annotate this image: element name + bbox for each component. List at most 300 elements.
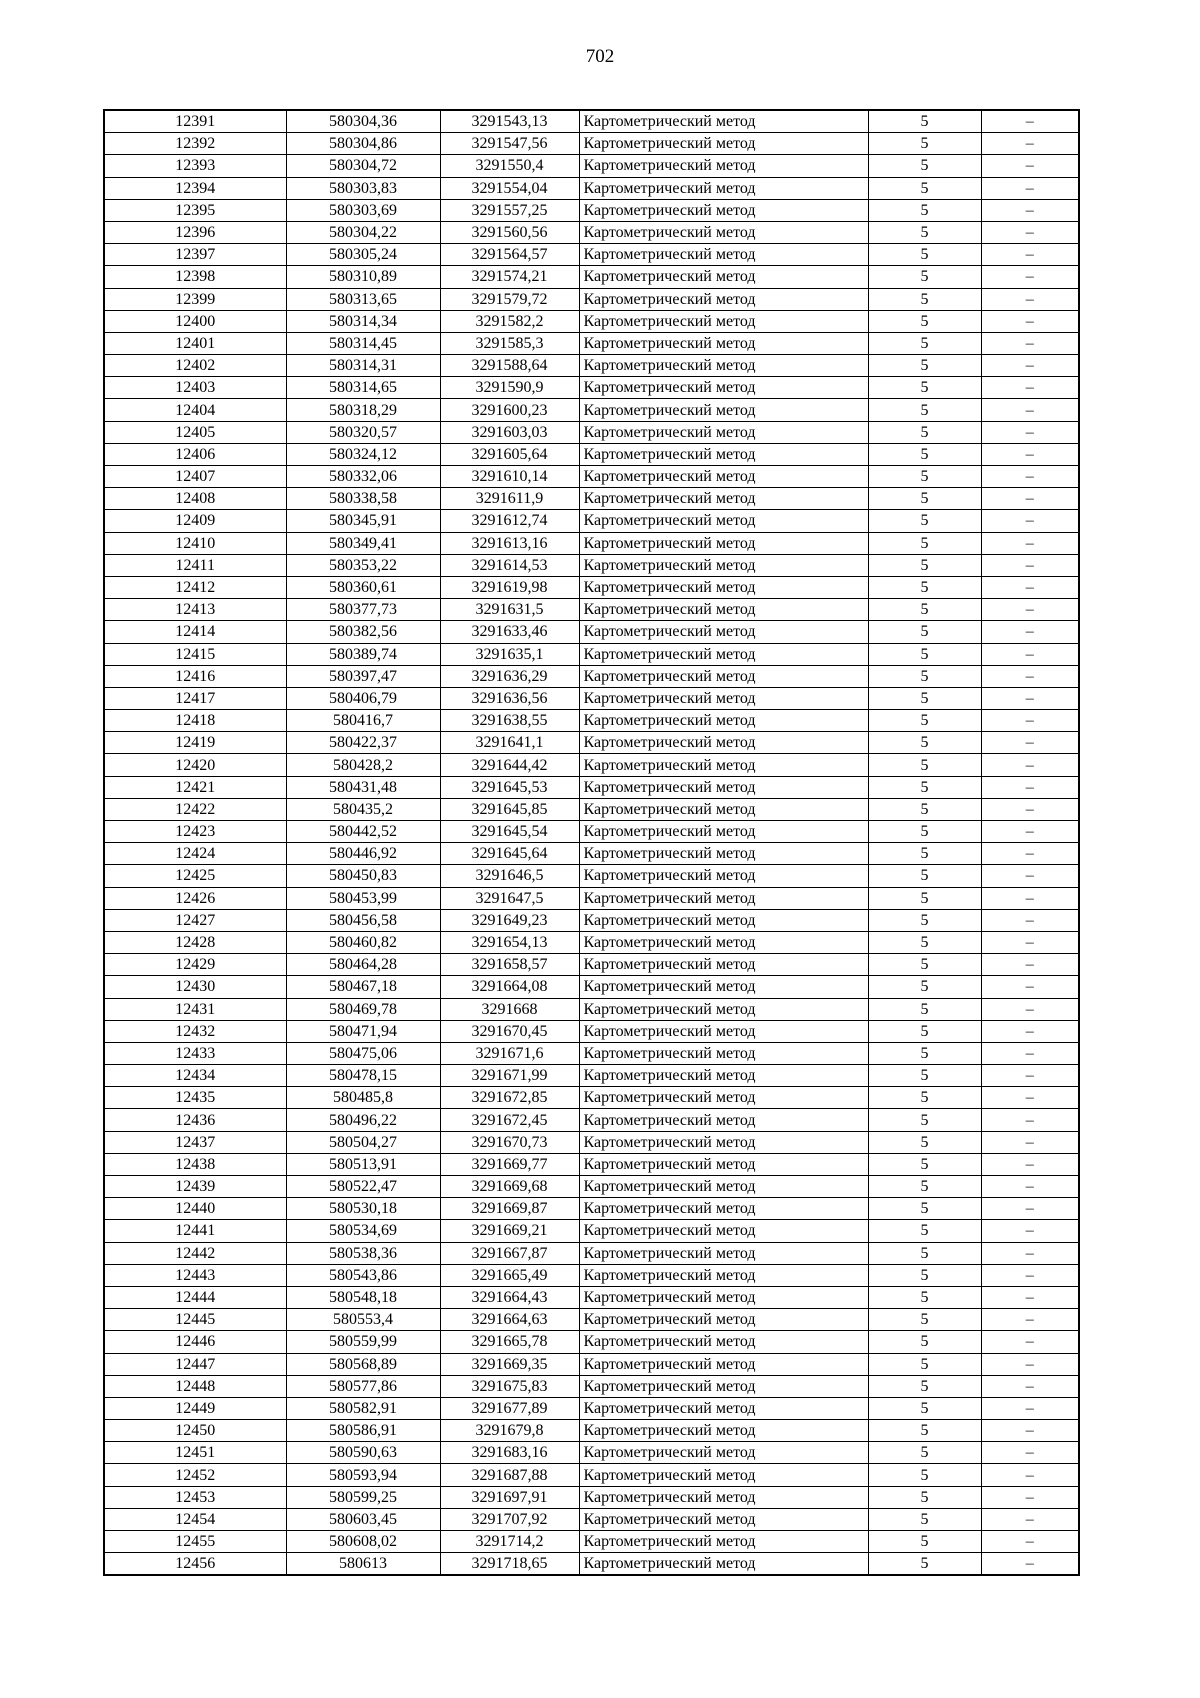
note-cell: – bbox=[981, 1153, 1079, 1175]
table-row bbox=[104, 1242, 1079, 1264]
y-coordinate-cell: 3291665,78 bbox=[440, 1331, 579, 1353]
method-cell: Картометрический метод bbox=[579, 931, 868, 953]
method-cell: Картометрический метод bbox=[579, 754, 868, 776]
method-cell: Картометрический метод bbox=[579, 421, 868, 443]
accuracy-cell: 5 bbox=[868, 1176, 981, 1198]
method-cell: Картометрический метод bbox=[579, 554, 868, 576]
y-coordinate-cell: 3291631,5 bbox=[440, 599, 579, 621]
accuracy-cell: 5 bbox=[868, 1397, 981, 1419]
table-row bbox=[104, 1531, 1079, 1553]
x-coordinate-cell: 580304,36 bbox=[286, 110, 440, 133]
method-cell: Картометрический метод bbox=[579, 1264, 868, 1286]
method-cell: Картометрический метод bbox=[579, 643, 868, 665]
note-cell: – bbox=[981, 1020, 1079, 1042]
note-cell: – bbox=[981, 554, 1079, 576]
note-cell: – bbox=[981, 1309, 1079, 1331]
point-number-cell: 12397 bbox=[104, 244, 286, 266]
y-coordinate-cell: 3291670,73 bbox=[440, 1131, 579, 1153]
x-coordinate-cell: 580553,4 bbox=[286, 1309, 440, 1331]
point-number-cell: 12406 bbox=[104, 443, 286, 465]
table-row bbox=[104, 1420, 1079, 1442]
y-coordinate-cell: 3291644,42 bbox=[440, 754, 579, 776]
point-number-cell: 12405 bbox=[104, 421, 286, 443]
note-cell: – bbox=[981, 798, 1079, 820]
y-coordinate-cell: 3291718,65 bbox=[440, 1553, 579, 1576]
accuracy-cell: 5 bbox=[868, 466, 981, 488]
note-cell: – bbox=[981, 643, 1079, 665]
accuracy-cell: 5 bbox=[868, 199, 981, 221]
table-row bbox=[104, 1153, 1079, 1175]
y-coordinate-cell: 3291664,63 bbox=[440, 1309, 579, 1331]
table-row bbox=[104, 954, 1079, 976]
accuracy-cell: 5 bbox=[868, 954, 981, 976]
table-row bbox=[104, 466, 1079, 488]
y-coordinate-cell: 3291675,83 bbox=[440, 1375, 579, 1397]
x-coordinate-cell: 580456,58 bbox=[286, 909, 440, 931]
table-row bbox=[104, 1286, 1079, 1308]
point-number-cell: 12433 bbox=[104, 1042, 286, 1064]
table-row bbox=[104, 443, 1079, 465]
accuracy-cell: 5 bbox=[868, 1309, 981, 1331]
table-row bbox=[104, 244, 1079, 266]
note-cell: – bbox=[981, 177, 1079, 199]
method-cell: Картометрический метод bbox=[579, 532, 868, 554]
table-row bbox=[104, 976, 1079, 998]
y-coordinate-cell: 3291636,56 bbox=[440, 687, 579, 709]
x-coordinate-cell: 580349,41 bbox=[286, 532, 440, 554]
note-cell: – bbox=[981, 976, 1079, 998]
table-row bbox=[104, 665, 1079, 687]
point-number-cell: 12418 bbox=[104, 710, 286, 732]
accuracy-cell: 5 bbox=[868, 1331, 981, 1353]
y-coordinate-cell: 3291669,77 bbox=[440, 1153, 579, 1175]
accuracy-cell: 5 bbox=[868, 1375, 981, 1397]
x-coordinate-cell: 580305,24 bbox=[286, 244, 440, 266]
table-row bbox=[104, 1331, 1079, 1353]
accuracy-cell: 5 bbox=[868, 1131, 981, 1153]
method-cell: Картометрический метод bbox=[579, 665, 868, 687]
y-coordinate-cell: 3291667,87 bbox=[440, 1242, 579, 1264]
y-coordinate-cell: 3291612,74 bbox=[440, 510, 579, 532]
table-row bbox=[104, 1464, 1079, 1486]
table-row bbox=[104, 1375, 1079, 1397]
table-row bbox=[104, 1042, 1079, 1064]
method-cell: Картометрический метод bbox=[579, 843, 868, 865]
x-coordinate-cell: 580406,79 bbox=[286, 687, 440, 709]
y-coordinate-cell: 3291611,9 bbox=[440, 488, 579, 510]
accuracy-cell: 5 bbox=[868, 355, 981, 377]
method-cell: Картометрический метод bbox=[579, 1442, 868, 1464]
y-coordinate-cell: 3291579,72 bbox=[440, 288, 579, 310]
x-coordinate-cell: 580304,72 bbox=[286, 155, 440, 177]
method-cell: Картометрический метод bbox=[579, 576, 868, 598]
note-cell: – bbox=[981, 532, 1079, 554]
point-number-cell: 12416 bbox=[104, 665, 286, 687]
point-number-cell: 12420 bbox=[104, 754, 286, 776]
accuracy-cell: 5 bbox=[868, 554, 981, 576]
x-coordinate-cell: 580389,74 bbox=[286, 643, 440, 665]
table-row bbox=[104, 1353, 1079, 1375]
method-cell: Картометрический метод bbox=[579, 909, 868, 931]
table-row bbox=[104, 1309, 1079, 1331]
y-coordinate-cell: 3291683,16 bbox=[440, 1442, 579, 1464]
x-coordinate-cell: 580332,06 bbox=[286, 466, 440, 488]
method-cell: Картометрический метод bbox=[579, 1176, 868, 1198]
accuracy-cell: 5 bbox=[868, 1264, 981, 1286]
point-number-cell: 12454 bbox=[104, 1508, 286, 1530]
x-coordinate-cell: 580313,65 bbox=[286, 288, 440, 310]
table-row bbox=[104, 221, 1079, 243]
table-row bbox=[104, 266, 1079, 288]
y-coordinate-cell: 3291590,9 bbox=[440, 377, 579, 399]
note-cell: – bbox=[981, 133, 1079, 155]
x-coordinate-cell: 580582,91 bbox=[286, 1397, 440, 1419]
note-cell: – bbox=[981, 931, 1079, 953]
note-cell: – bbox=[981, 776, 1079, 798]
accuracy-cell: 5 bbox=[868, 1198, 981, 1220]
x-coordinate-cell: 580416,7 bbox=[286, 710, 440, 732]
accuracy-cell: 5 bbox=[868, 599, 981, 621]
point-number-cell: 12395 bbox=[104, 199, 286, 221]
x-coordinate-cell: 580360,61 bbox=[286, 576, 440, 598]
note-cell: – bbox=[981, 1242, 1079, 1264]
method-cell: Картометрический метод bbox=[579, 687, 868, 709]
x-coordinate-cell: 580460,82 bbox=[286, 931, 440, 953]
table-row bbox=[104, 110, 1079, 133]
point-number-cell: 12441 bbox=[104, 1220, 286, 1242]
y-coordinate-cell: 3291670,45 bbox=[440, 1020, 579, 1042]
y-coordinate-cell: 3291668 bbox=[440, 998, 579, 1020]
accuracy-cell: 5 bbox=[868, 887, 981, 909]
method-cell: Картометрический метод bbox=[579, 155, 868, 177]
x-coordinate-cell: 580475,06 bbox=[286, 1042, 440, 1064]
method-cell: Картометрический метод bbox=[579, 621, 868, 643]
y-coordinate-cell: 3291641,1 bbox=[440, 732, 579, 754]
note-cell: – bbox=[981, 1131, 1079, 1153]
note-cell: – bbox=[981, 843, 1079, 865]
method-cell: Картометрический метод bbox=[579, 865, 868, 887]
method-cell: Картометрический метод bbox=[579, 443, 868, 465]
table-row bbox=[104, 687, 1079, 709]
accuracy-cell: 5 bbox=[868, 865, 981, 887]
x-coordinate-cell: 580504,27 bbox=[286, 1131, 440, 1153]
point-number-cell: 12450 bbox=[104, 1420, 286, 1442]
note-cell: – bbox=[981, 599, 1079, 621]
method-cell: Картометрический метод bbox=[579, 1198, 868, 1220]
y-coordinate-cell: 3291574,21 bbox=[440, 266, 579, 288]
method-cell: Картометрический метод bbox=[579, 1220, 868, 1242]
table-row bbox=[104, 798, 1079, 820]
point-number-cell: 12399 bbox=[104, 288, 286, 310]
method-cell: Картометрический метод bbox=[579, 599, 868, 621]
point-number-cell: 12453 bbox=[104, 1486, 286, 1508]
note-cell: – bbox=[981, 1442, 1079, 1464]
method-cell: Картометрический метод bbox=[579, 466, 868, 488]
note-cell: – bbox=[981, 1220, 1079, 1242]
y-coordinate-cell: 3291649,23 bbox=[440, 909, 579, 931]
accuracy-cell: 5 bbox=[868, 643, 981, 665]
table-row bbox=[104, 1397, 1079, 1419]
table-row bbox=[104, 754, 1079, 776]
y-coordinate-cell: 3291672,85 bbox=[440, 1087, 579, 1109]
y-coordinate-cell: 3291687,88 bbox=[440, 1464, 579, 1486]
x-coordinate-cell: 580303,83 bbox=[286, 177, 440, 199]
y-coordinate-cell: 3291714,2 bbox=[440, 1531, 579, 1553]
point-number-cell: 12392 bbox=[104, 133, 286, 155]
method-cell: Картометрический метод bbox=[579, 1309, 868, 1331]
accuracy-cell: 5 bbox=[868, 443, 981, 465]
point-number-cell: 12428 bbox=[104, 931, 286, 953]
method-cell: Картометрический метод bbox=[579, 954, 868, 976]
note-cell: – bbox=[981, 377, 1079, 399]
accuracy-cell: 5 bbox=[868, 1109, 981, 1131]
point-number-cell: 12429 bbox=[104, 954, 286, 976]
point-number-cell: 12447 bbox=[104, 1353, 286, 1375]
method-cell: Картометрический метод bbox=[579, 1553, 868, 1576]
x-coordinate-cell: 580522,47 bbox=[286, 1176, 440, 1198]
method-cell: Картометрический метод bbox=[579, 1242, 868, 1264]
table-row bbox=[104, 377, 1079, 399]
y-coordinate-cell: 3291614,53 bbox=[440, 554, 579, 576]
note-cell: – bbox=[981, 155, 1079, 177]
x-coordinate-cell: 580577,86 bbox=[286, 1375, 440, 1397]
accuracy-cell: 5 bbox=[868, 1553, 981, 1576]
accuracy-cell: 5 bbox=[868, 377, 981, 399]
method-cell: Картометрический метод bbox=[579, 266, 868, 288]
note-cell: – bbox=[981, 310, 1079, 332]
table-row bbox=[104, 1065, 1079, 1087]
note-cell: – bbox=[981, 865, 1079, 887]
accuracy-cell: 5 bbox=[868, 221, 981, 243]
table-row bbox=[104, 1087, 1079, 1109]
table-row bbox=[104, 554, 1079, 576]
note-cell: – bbox=[981, 421, 1079, 443]
method-cell: Картометрический метод bbox=[579, 1331, 868, 1353]
table-row bbox=[104, 710, 1079, 732]
point-number-cell: 12393 bbox=[104, 155, 286, 177]
method-cell: Картометрический метод bbox=[579, 1042, 868, 1064]
table-row bbox=[104, 155, 1079, 177]
point-number-cell: 12423 bbox=[104, 821, 286, 843]
y-coordinate-cell: 3291654,13 bbox=[440, 931, 579, 953]
note-cell: – bbox=[981, 443, 1079, 465]
method-cell: Картометрический метод bbox=[579, 133, 868, 155]
x-coordinate-cell: 580471,94 bbox=[286, 1020, 440, 1042]
method-cell: Картометрический метод bbox=[579, 1153, 868, 1175]
accuracy-cell: 5 bbox=[868, 732, 981, 754]
note-cell: – bbox=[981, 1397, 1079, 1419]
method-cell: Картометрический метод bbox=[579, 1420, 868, 1442]
point-number-cell: 12415 bbox=[104, 643, 286, 665]
point-number-cell: 12440 bbox=[104, 1198, 286, 1220]
note-cell: – bbox=[981, 1264, 1079, 1286]
point-number-cell: 12426 bbox=[104, 887, 286, 909]
accuracy-cell: 5 bbox=[868, 1464, 981, 1486]
accuracy-cell: 5 bbox=[868, 754, 981, 776]
x-coordinate-cell: 580453,99 bbox=[286, 887, 440, 909]
point-number-cell: 12403 bbox=[104, 377, 286, 399]
x-coordinate-cell: 580303,69 bbox=[286, 199, 440, 221]
accuracy-cell: 5 bbox=[868, 1220, 981, 1242]
table-row bbox=[104, 998, 1079, 1020]
accuracy-cell: 5 bbox=[868, 776, 981, 798]
accuracy-cell: 5 bbox=[868, 1442, 981, 1464]
method-cell: Картометрический метод bbox=[579, 998, 868, 1020]
table-row bbox=[104, 199, 1079, 221]
table-row bbox=[104, 288, 1079, 310]
point-number-cell: 12391 bbox=[104, 110, 286, 133]
point-number-cell: 12443 bbox=[104, 1264, 286, 1286]
accuracy-cell: 5 bbox=[868, 1531, 981, 1553]
point-number-cell: 12438 bbox=[104, 1153, 286, 1175]
method-cell: Картометрический метод bbox=[579, 221, 868, 243]
x-coordinate-cell: 580428,2 bbox=[286, 754, 440, 776]
table-row bbox=[104, 1020, 1079, 1042]
table-row bbox=[104, 355, 1079, 377]
x-coordinate-cell: 580377,73 bbox=[286, 599, 440, 621]
x-coordinate-cell: 580314,45 bbox=[286, 332, 440, 354]
accuracy-cell: 5 bbox=[868, 1065, 981, 1087]
table-row bbox=[104, 643, 1079, 665]
y-coordinate-cell: 3291588,64 bbox=[440, 355, 579, 377]
note-cell: – bbox=[981, 244, 1079, 266]
point-number-cell: 12408 bbox=[104, 488, 286, 510]
x-coordinate-cell: 580543,86 bbox=[286, 1264, 440, 1286]
accuracy-cell: 5 bbox=[868, 976, 981, 998]
note-cell: – bbox=[981, 665, 1079, 687]
note-cell: – bbox=[981, 266, 1079, 288]
accuracy-cell: 5 bbox=[868, 1153, 981, 1175]
accuracy-cell: 5 bbox=[868, 710, 981, 732]
x-coordinate-cell: 580320,57 bbox=[286, 421, 440, 443]
x-coordinate-cell: 580478,15 bbox=[286, 1065, 440, 1087]
y-coordinate-cell: 3291582,2 bbox=[440, 310, 579, 332]
page-number: 702 bbox=[585, 46, 615, 67]
table-row bbox=[104, 1198, 1079, 1220]
y-coordinate-cell: 3291646,5 bbox=[440, 865, 579, 887]
table-row bbox=[104, 1553, 1079, 1576]
accuracy-cell: 5 bbox=[868, 288, 981, 310]
x-coordinate-cell: 580485,8 bbox=[286, 1087, 440, 1109]
accuracy-cell: 5 bbox=[868, 1486, 981, 1508]
y-coordinate-cell: 3291636,29 bbox=[440, 665, 579, 687]
x-coordinate-cell: 580608,02 bbox=[286, 1531, 440, 1553]
method-cell: Картометрический метод bbox=[579, 177, 868, 199]
method-cell: Картометрический метод bbox=[579, 488, 868, 510]
note-cell: – bbox=[981, 821, 1079, 843]
x-coordinate-cell: 580590,63 bbox=[286, 1442, 440, 1464]
method-cell: Картометрический метод bbox=[579, 1486, 868, 1508]
y-coordinate-cell: 3291619,98 bbox=[440, 576, 579, 598]
point-number-cell: 12431 bbox=[104, 998, 286, 1020]
method-cell: Картометрический метод bbox=[579, 1087, 868, 1109]
point-number-cell: 12394 bbox=[104, 177, 286, 199]
table-row bbox=[104, 1264, 1079, 1286]
note-cell: – bbox=[981, 1464, 1079, 1486]
y-coordinate-cell: 3291554,04 bbox=[440, 177, 579, 199]
y-coordinate-cell: 3291547,56 bbox=[440, 133, 579, 155]
method-cell: Картометрический метод bbox=[579, 377, 868, 399]
note-cell: – bbox=[981, 1553, 1079, 1576]
y-coordinate-cell: 3291665,49 bbox=[440, 1264, 579, 1286]
note-cell: – bbox=[981, 199, 1079, 221]
y-coordinate-cell: 3291669,68 bbox=[440, 1176, 579, 1198]
y-coordinate-cell: 3291658,57 bbox=[440, 954, 579, 976]
method-cell: Картометрический метод bbox=[579, 199, 868, 221]
x-coordinate-cell: 580559,99 bbox=[286, 1331, 440, 1353]
y-coordinate-cell: 3291647,5 bbox=[440, 887, 579, 909]
point-number-cell: 12445 bbox=[104, 1309, 286, 1331]
method-cell: Картометрический метод bbox=[579, 710, 868, 732]
table-row bbox=[104, 1508, 1079, 1530]
point-number-cell: 12439 bbox=[104, 1176, 286, 1198]
accuracy-cell: 5 bbox=[868, 421, 981, 443]
point-number-cell: 12414 bbox=[104, 621, 286, 643]
point-number-cell: 12396 bbox=[104, 221, 286, 243]
point-number-cell: 12400 bbox=[104, 310, 286, 332]
y-coordinate-cell: 3291669,87 bbox=[440, 1198, 579, 1220]
y-coordinate-cell: 3291564,57 bbox=[440, 244, 579, 266]
note-cell: – bbox=[981, 1531, 1079, 1553]
point-number-cell: 12413 bbox=[104, 599, 286, 621]
x-coordinate-cell: 580442,52 bbox=[286, 821, 440, 843]
y-coordinate-cell: 3291679,8 bbox=[440, 1420, 579, 1442]
note-cell: – bbox=[981, 998, 1079, 1020]
point-number-cell: 12430 bbox=[104, 976, 286, 998]
x-coordinate-cell: 580310,89 bbox=[286, 266, 440, 288]
y-coordinate-cell: 3291605,64 bbox=[440, 443, 579, 465]
accuracy-cell: 5 bbox=[868, 1042, 981, 1064]
table-row bbox=[104, 332, 1079, 354]
point-number-cell: 12435 bbox=[104, 1087, 286, 1109]
accuracy-cell: 5 bbox=[868, 909, 981, 931]
point-number-cell: 12448 bbox=[104, 1375, 286, 1397]
table-row bbox=[104, 133, 1079, 155]
accuracy-cell: 5 bbox=[868, 244, 981, 266]
table-row bbox=[104, 1109, 1079, 1131]
accuracy-cell: 5 bbox=[868, 843, 981, 865]
point-number-cell: 12425 bbox=[104, 865, 286, 887]
x-coordinate-cell: 580422,37 bbox=[286, 732, 440, 754]
x-coordinate-cell: 580467,18 bbox=[286, 976, 440, 998]
accuracy-cell: 5 bbox=[868, 1353, 981, 1375]
note-cell: – bbox=[981, 1042, 1079, 1064]
accuracy-cell: 5 bbox=[868, 177, 981, 199]
accuracy-cell: 5 bbox=[868, 310, 981, 332]
note-cell: – bbox=[981, 1286, 1079, 1308]
y-coordinate-cell: 3291633,46 bbox=[440, 621, 579, 643]
x-coordinate-cell: 580446,92 bbox=[286, 843, 440, 865]
point-number-cell: 12401 bbox=[104, 332, 286, 354]
note-cell: – bbox=[981, 399, 1079, 421]
point-number-cell: 12417 bbox=[104, 687, 286, 709]
accuracy-cell: 5 bbox=[868, 998, 981, 1020]
y-coordinate-cell: 3291638,55 bbox=[440, 710, 579, 732]
method-cell: Картометрический метод bbox=[579, 399, 868, 421]
y-coordinate-cell: 3291585,3 bbox=[440, 332, 579, 354]
point-number-cell: 12434 bbox=[104, 1065, 286, 1087]
accuracy-cell: 5 bbox=[868, 687, 981, 709]
table-row bbox=[104, 488, 1079, 510]
x-coordinate-cell: 580586,91 bbox=[286, 1420, 440, 1442]
accuracy-cell: 5 bbox=[868, 1286, 981, 1308]
point-number-cell: 12437 bbox=[104, 1131, 286, 1153]
accuracy-cell: 5 bbox=[868, 576, 981, 598]
table-row bbox=[104, 1131, 1079, 1153]
x-coordinate-cell: 580593,94 bbox=[286, 1464, 440, 1486]
x-coordinate-cell: 580464,28 bbox=[286, 954, 440, 976]
x-coordinate-cell: 580431,48 bbox=[286, 776, 440, 798]
